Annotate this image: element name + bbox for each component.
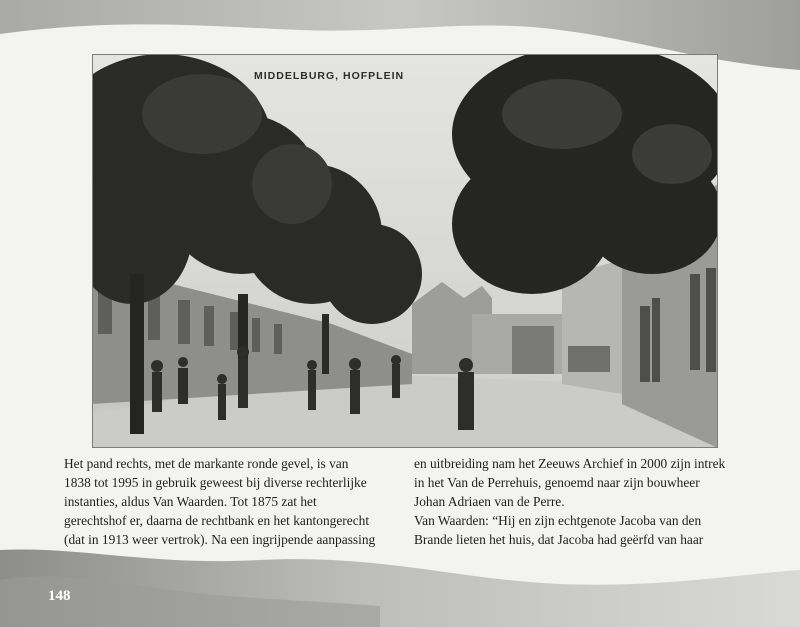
body-text-line: (dat in 1913 weer vertrok). Na een ingrijpende aanpassing xyxy=(64,532,376,547)
body-text-line: Van Waarden: “Hij en zijn echtgenote Jacoba van den xyxy=(414,513,702,528)
body-text-line: 1838 tot 1995 in gebruik geweest bij diverse rechterlijke xyxy=(64,475,367,490)
body-text-line: gerechtshof er, daarna de rechtbank en het kantongerecht xyxy=(64,513,370,528)
bottom-decorative-band xyxy=(0,540,800,627)
body-text-line: instanties, aldus Van Waarden. Tot 1875 zat het xyxy=(64,494,317,509)
historic-street-photo xyxy=(92,54,718,448)
body-text-line: en uitbreiding nam het Zeeuws Archief in 2000 zijn intrek xyxy=(414,456,726,471)
body-text-line: Johan Adriaen van de Perre. xyxy=(414,494,565,509)
body-text-line: Brande lieten het huis, dat Jacoba had geërfd van haar xyxy=(414,532,704,547)
left-text-column xyxy=(64,454,404,549)
page-number: 148 xyxy=(48,588,71,604)
photo-caption: MIDDELBURG, HOFPLEIN xyxy=(254,70,405,82)
body-text-line: Het pand rechts, met de markante ronde gevel, is van xyxy=(64,456,349,471)
body-text-line: in het Van de Perrehuis, genoemd naar zijn bouwheer xyxy=(414,475,700,490)
right-text-column xyxy=(414,454,764,549)
